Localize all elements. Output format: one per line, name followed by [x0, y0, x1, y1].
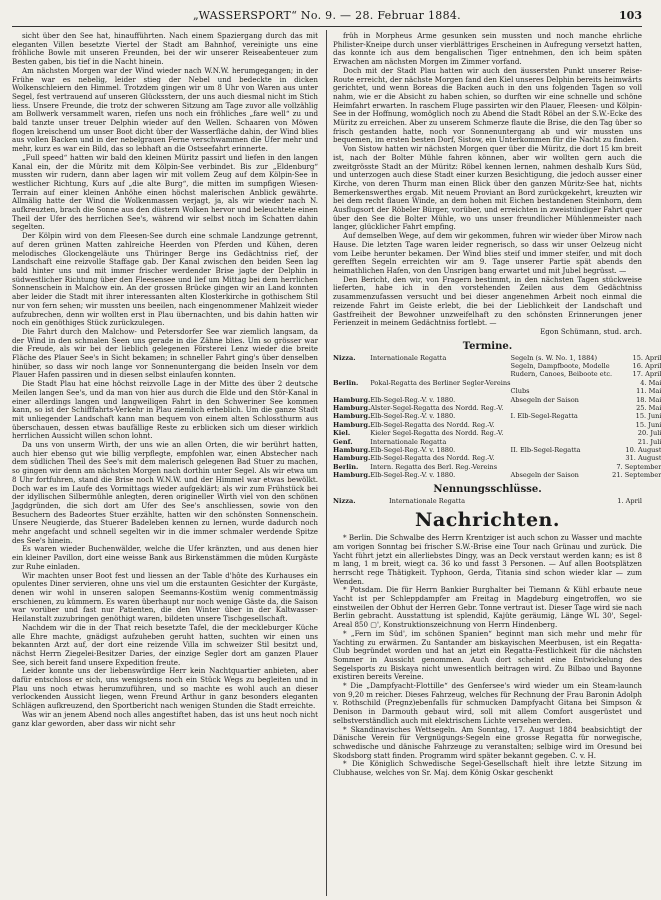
schedule-row	[333, 429, 661, 437]
schedule-event: Elb-Segel-Reg.-V. v. 1880.	[370, 471, 456, 480]
schedule-date: 15. Juni	[635, 420, 661, 429]
column-divider	[326, 30, 327, 896]
schedule-detail	[511, 429, 613, 437]
news-item: * „Fern im Süd', im schönen Spanien“ beginnt man sich mehr und mehr für Yachting zu erwärmen. Zu Santander am biskayischen Meerbusen, ist ein Regatta-Club begründet worden und hat an jetzt ein Regatta-Festlichkeit für die nächsten Sommer in Aussicht genommen. Auch dort scheint eine Entwickelung des Segelsports zu Biskaya nicht unwesentlich beitragen wird. Zu Bilbao und Bayonne existiren bereits Vereine.	[333, 628, 642, 682]
termine-table	[333, 354, 661, 480]
article-paragraph: Wir machten unser Boot fest und liessen an der Table d'hôte des Kurhauses ein opulentes Diner servieren, ohne uns viel um die erstaunten Gesichter der Kurgäste, denen wir wohl in unseren salopen Seemanns-Kostüm wenig commentmässig erschienen, zu kümmern. Es waren überhaupt nur noch wenige Gäste da, die Saison war vorüber und fast nur Patienten, die den Winter über in der Kaltwasser-Heilanstalt zuzubringen genöthigt waren, bildeten unsere Tischgesellschaft.	[12, 570, 318, 624]
schedule-event: Elb-Segel-Reg.-V. v. 1880.	[370, 395, 456, 404]
schedule-event	[370, 362, 510, 370]
schedule-place: Nizza.	[333, 353, 356, 362]
schedule-date: 15. April	[632, 353, 661, 362]
article-paragraph: Doch mit der Stadt Plau hatten wir auch den äussersten Punkt unserer Reise-Route erreicht, der nächste Morgen fand den Kiel unseres Delphin bereits heimwärts gerichtet, und wenn Boreas die Backen auch in den uns folgenden Tagen so voll nahm, wie er die Absicht zu haben schien, so durften wir eine schnelle und schöne Heimfahrt erwarten. In raschem Fluge passirten wir den Plauer, Fleesen- und Kölpin-See in der Hoffnung, womöglich noch zu Abend die Stadt Röbel an der S.W.-Ecke des Müritz zu erreichen. Aber zu unserem Schmerze flaute die Brise, die den Tag über so frisch gestanden hatte, noch vor Sonnenuntergang ab und wir mussten uns bequemen, im ersten besten Dorf, Sistow, ein Unterkommen für die Nacht zu finden.	[333, 65, 642, 145]
schedule-event: Alster-Segel-Regatta des Nordd. Reg.-V.	[370, 404, 504, 413]
schedule-place: Genf.	[333, 437, 353, 446]
schedule-date: 21. Juli	[637, 437, 661, 446]
schedule-event: Internationale Regatta	[370, 353, 447, 362]
schedule-event: Elb-Segel-Regatta des Nordd. Reg.-V.	[370, 454, 495, 463]
schedule-date: 1. April	[617, 496, 642, 505]
schedule-place: Hamburg.	[333, 446, 371, 455]
schedule-place: Hamburg.	[333, 420, 371, 429]
schedule-place: Hamburg.	[333, 454, 371, 463]
news-item: * Berlin. Die Schwalbe des Herrn Krentziger ist auch schon zu Wasser und machte am vorigen Sonntag bei frischer S.W.-Brise eine Tour nach Grünau und zurück. Die Yacht führt jetzt ein allerliebstes Dingy, was an Deck verstaut werden kann; es ist 8 m lang, 1 m breit, wiegt ca. 36 ko und fasst 3 Personen. — Auf allen Bootsplätzen herrscht rege Thätigkeit. Typhoon, Gerda, Titania sind schon wieder klar — zum Wenden.	[333, 533, 642, 586]
schedule-detail: Rudern, Canoes, Beiboote etc.	[510, 370, 613, 379]
schedule-place: Hamburg.	[333, 471, 371, 480]
schedule-event: Pokal-Regatta des Berliner Segler-Vereins	[370, 378, 511, 387]
schedule-place: Nizza.	[333, 496, 356, 505]
news-item: * Potsdam. Die für Herrn Bankier Burghalter bei Tiemann & Kühl erbaute neue Yacht ist per Schleppdampfer am Freitag in Magdeburg eingetroffen, wo sie einstweilen der Obhut der Herren Gebr. Tonne vertraut ist. Dieser Tage wird sie nach Berlin gebracht. Ausstattung ist splendid, Kajüte geräumig, Länge WL 30', Segel-Areal 850 ▢', Konstruktionszeichnung von Herrn Hindenberg.	[333, 585, 642, 630]
news-item: * Skandinavisches Wettsegeln. Am Sonntag, 17. August 1884 beabsichtigt der Dänische Verein für Vergnügungs-Segeln eine grosse Regatta für norwegische, schwedische und dänische Fahrzeuge zu veranstalten; selbige wird im Oresund bei Skodsborg statt finden. Programm wird später bekannt gegeben. C. v. H.	[333, 724, 642, 760]
header-rule	[12, 26, 642, 27]
page-header	[12, 8, 642, 24]
article-paragraph: Nachdem wir die in der That reich besetzte Tafel, die der meckleburger Küche alle Ehre machte, gnädigst aufzuheben geruht hatten, suchten wir einen uns bekannten Arzt auf, der dort eine reizende Villa im schweizer Stil besitzt und, nächst Herrn Ziegelei-Besitzer Daries, der einzige Segler dort am ganzen Plauer See, sich bereit fand unsere Expedition freute.	[12, 622, 318, 667]
schedule-detail	[511, 463, 613, 471]
article-paragraph: Der Kölpin wird von dem Fleesen-See durch eine schmale Landzunge getrennt, auf deren grünen Matten zahlreiche Heerden von Pferden und Kühen, deren melodisches Glockengeläute uns Thüringer Berge ins Gedächtniss rief, der Landschaft eine reizvolle Staffage gab. Der Kanal zwischen den beiden Seen lag bald hinter uns und mit immer frischer werdender Brise jagte der Delphin in südwestlicher Richtung über den Fleesensee und lief um Mittag bei dem herrlichen Sonnenschein in Malchow ein. An der grossen Brücke gingen wir an Land konnten aber leider die Stadt mit ihrer interessanten alten Klosterkirche in gothischem Stil nur von fern sehen; wir mussten uns beeilen, nach eingenommener Mahlzeit wieder aufzubrechen, denn wir wollten erst in Plau übernachten, und bis dahin hatten wir noch ein genöthiges Stück zurückzulegen.	[12, 231, 318, 328]
schedule-date: 17. April	[632, 370, 661, 379]
schedule-date: 15. Juni	[635, 412, 661, 421]
schedule-place	[333, 370, 370, 378]
article-paragraph: Da uns von unserm Wirth, der uns wie an allen Orten, die wir berührt hatten, auch hier ebenso gut wie billig verpflegte, empfohlen war, einen Abstecher nach dem südlichen Theil des See's mit dem malerisch gelegenen Bad Stuer zu machen, so gingen wir denn am nächsten Morgen nach dorthin unter Segel. Als wir etwa um 8 Uhr fortfuhren, stand die Brise noch W.N.W. und der Himmel war etwas bewölkt. Doch war es im Laufe des Vormittags wieder aufgeklärt; als wir zum Frühstück bei der idyllischen Silbermühle anlegten, deren origineller Wirth viel von den schönen Jagdgründen, die sich dort am Ufer des See's anschliessen, sowie von den Besuchern des Badeortes Stuer erzählte, hatten wir den schönsten Sonnenschein. Unsere Neugierde, das Stuerer Badeleben kennen zu lernen, wurde dadurch noch mehr angefacht und schnell segelten wir in die immer schmaler werdende Spitze des See's hinein.	[12, 440, 318, 545]
schedule-row	[333, 497, 642, 505]
schedule-place	[333, 387, 370, 395]
schedule-date: 25. Mai	[636, 404, 661, 413]
nennungsschluesse-table	[333, 497, 642, 505]
schedule-detail	[511, 438, 613, 446]
article-paragraph: Die Stadt Plau hat eine höchst reizvolle Lage in der Mitte des über 2 deutsche Meilen langen See's, und da man von hier aus durch die Elde und den Stör-Kanal in einer allerdings langen und langweiligen Fahrt in den Schweriner See kommen kann, so ist der Schifffahrts-Verkehr in Plau ziemlich erheblich. Um die ganze Stadt mit unliegender Landschaft kann man bequem von einem alten Schlossthurm aus überschauen, dessen etwas baufällige Reste zu erblicken sich um dieser wirklich herrlichen Aussicht willen schon lohnt.	[12, 379, 318, 441]
schedule-place: Hamburg.	[333, 412, 371, 421]
schedule-row	[333, 446, 661, 454]
schedule-detail: Absegeln der Saison	[510, 471, 579, 480]
article-paragraph: Leider konnte uns der liebenswürdige Herr kein Nachtquartier anbieten, aber dafür entschloss er sich, uns wenigstens noch ein Stück Wegs zu begleiten und in Plau uns noch etwas herumzuführen, und so machte es wohl auch an dieser verlockenden Aussicht liegen, wenn Freund Arthur in ganz besonders eleganten Schlägen aufkreuzend, den Sportbericht nach wenigen Stunden die Stadt erreichte.	[12, 666, 318, 711]
schedule-row	[333, 396, 661, 404]
schedule-row	[333, 379, 661, 387]
schedule-place: Hamburg.	[333, 404, 371, 413]
news-item: * Die Königlich Schwedische Segel-Gesellschaft hielt ihre letzte Sitzung im Clubhause, welches von Sr. Maj. dem König Oskar geschenkt	[333, 759, 642, 778]
article-paragraph: Den Bericht, den wir, von Fragern bestimmt, in den nächsten Tagen stückweise lieferten, habe ich in den vorstehenden Zeilen aus dem Gedächtniss zusammenzufassen versucht und bei dieser angenehmen Arbeit noch einmal die reizende Fahrt im Geiste erlebt, die bei der Lieblichkeit der Landschaft und Gastfreiheit der Bewohner unzweifelhaft zu den schönsten Erinnerungen jener Ferienzeit in meinem Gedächtniss fortlebt. —	[333, 274, 642, 328]
schedule-event	[370, 370, 510, 378]
schedule-row	[333, 421, 661, 429]
schedule-date: 4. Mai	[640, 378, 661, 387]
schedule-detail	[511, 379, 613, 387]
schedule-place: Berlin.	[333, 378, 359, 387]
termine-heading: Termine.	[462, 340, 513, 352]
schedule-row	[333, 404, 661, 412]
news-item: * Die „Dampfyacht-Flottille“ des Genfersee's wird wieder um ein Steam-launch von 9,20 m reicher. Dieses Fahrzeug, welches für Rechnung der Frau Baronin Adolph v. Rothschild (Pregnz)ebenfalls für schmucken Dampfyacht Gitana bei Simpson & Denison in Darmouth gebaut wird, soll mit allem Comfort ausgerüstet und selbstverständlich auch mit elektrischem Lichte versehen werden.	[333, 681, 642, 725]
schedule-place	[333, 362, 370, 370]
article-paragraph: „Full speed“ hatten wir bald den kleinen Müritz passirt und liefen in den langen Kanal ein, der die Müritz mit dem Kölpin-See verbindet. Bis zur „Eldenburg“ mussten wir rudern, dann aber lagen wir mit vollem Zeug auf dem Kölpin-See in westlicher Richtung, Kurs auf „die alte Burg“, die mitten im sumpfigen Wiesen-Terrain auf einer kleinen Anhöhe einen höchst malerischen Anblick gewährte. Allmälig hatte der Wind die Wolkenmassen verjagt, ja, als wir wieder nach N. aufkreuzten, brach die Sonne aus den düstern Wolken hervor und beleuchtete einen Theil der Ufer des herrlichen See's, während wir selbst noch im Schatten dahin segelten.	[12, 152, 318, 232]
article-paragraph: Von Sistow hatten wir nächsten Morgen quer über die Müritz, die dort 15 km breit ist, nach der Bolter Mühle fahren können, aber wir wollten gern auch die zweitgrösste Stadt an der Müritz: Röbel kennen lernen, nahmen deshalb Kurs Süd, und unterzogen auch diese Stadt einer kurzen Besichtigung, die jedoch ausser einer Kirche, von deren Thurm man einen Blick über den ganzen Müritz-See hat, nichts Bemerkenswerthes ergab. Mit neuem Proviant an Bord zurückgekehrt, kreuzten wir bei dem recht flauen Winde, an dem hohen mit Eichen bestandenen Steinhorn, dem Ausflugsort der Röbeler Bürger, vorüber, und erreichten in zweistündiger Fahrt quer über den See die Bolter Mühle, wo uns unser freundlicher Mühlenmeister nach langer, glücklicher Fahrt empfing.	[333, 144, 642, 232]
article-paragraph: sicht über den See hat, hinaufführten. Nach einem Spaziergang durch das mit eleganten Villen besetzte Viertel der Stadt am Bahnhof, vereinigte uns eine fröhliche Bowle mit unseren Freunden, bei der wir unserer Reiseabenteuer zum Besten gaben, bis tief in die Nacht hinein.	[12, 31, 318, 67]
schedule-detail: II. Elb-Segel-Regatta	[510, 446, 581, 455]
schedule-date: 10. August	[625, 446, 661, 455]
schedule-date: 21. September	[612, 471, 661, 480]
schedule-detail: I. Elb-Segel-Regatta	[510, 412, 578, 421]
schedule-row	[333, 454, 661, 462]
schedule-detail	[511, 421, 613, 429]
schedule-place: Berlin.	[333, 462, 359, 471]
schedule-row	[333, 438, 661, 446]
schedule-row	[333, 412, 661, 420]
schedule-date: 7. September	[616, 462, 661, 471]
schedule-event	[370, 387, 510, 395]
nachrichten-heading: Nachrichten.	[415, 509, 560, 532]
schedule-detail: Segeln, Dampfboote, Modelle	[510, 362, 610, 371]
schedule-row	[333, 463, 661, 471]
running-title: „WASSERSPORT“ No. 9. — 28. Februar 1884.	[193, 9, 461, 22]
nennungsschluesse-heading: Nennungsschlüsse.	[433, 483, 542, 495]
schedule-row	[333, 387, 661, 395]
article-paragraph: Was wir an jenem Abend noch alles angestiftet haben, das ist uns heut noch nicht ganz klar geworden, aber dass wir nicht sehr	[12, 709, 318, 728]
schedule-event: Internationale Regatta	[389, 496, 465, 505]
schedule-detail	[511, 454, 613, 462]
schedule-event: Intern. Regatta des Berl. Reg.-Vereins	[370, 462, 498, 471]
article-paragraph: Auf demselben Wege, auf dem wir gekommen, fuhren wir wieder über Mirow nach Hause. Die letzten Tage waren leider regnerisch, so dass wir unser Oelzeug nicht vom Leibe herunter bekamen. Der Wind blies steif und immer steifer, und mit doch gerefften Segeln erreichten wir am 9. Tage unserer Partie spät abends den heimathlichen Hafen, von den Unsrigen bang erwartet und mit Jubel begrüsst. —	[333, 231, 642, 275]
schedule-event: Elb-Segel-Reg.-V. v. 1880.	[370, 412, 456, 421]
left-column	[12, 32, 318, 896]
right-column	[333, 31, 661, 896]
schedule-detail: Absegeln der Saison	[510, 395, 579, 404]
schedule-date: 18. Mai	[636, 395, 661, 404]
schedule-date: 31. August	[625, 454, 661, 463]
author-signoff: Egon Schümann, stud. arch.	[540, 326, 642, 336]
article-paragraph: Es waren wieder Buchenwälder, welche die Ufer kränzten, und aus denen hier ein kleiner Pavillon, dort eine weisse Bank aus Birkenstämmen die müden Kurgäste zur Ruhe einladen.	[12, 544, 318, 571]
schedule-detail: Segeln (s. W. No. 1, 1884)	[510, 353, 598, 362]
schedule-event: Elb-Segel-Reg.-V. v. 1880.	[370, 446, 456, 455]
page-number: 103	[619, 9, 642, 22]
schedule-date: 11. Mai	[636, 387, 661, 396]
schedule-event: Elb-Segel-Regatta des Nordd. Reg.-V.	[370, 420, 495, 429]
schedule-row	[333, 354, 661, 362]
article-paragraph: Am nächsten Morgen war der Wind wieder nach W.N.W. herumgegangen; in der Frühe war es nebelig, leider stieg der Nebel und bedeckte in dicken Wolkenschleiern den Himmel. Trotzdem gingen wir um 8 Uhr von Waren aus unter Segel, fest vertrauend auf unseren Glücksstern, der uns auch diesmal nicht im Stich liess. Unsere Freunde, die trotz der schweren Sitzung am Tage zuvor alle vollzählig am Bollwerk versammelt waren, riefen uns noch ein fröhliches „fare well“ zu und bald tanzte unser treuer Delphin wieder auf den Wellen. Schaaren von Möwen flogen kreischend um unser Boot dicht über der Wasserfläche dahin, der Wind blies aus vollen Backen und in der nebelgrauen Ferne verschwammen die Ufer mehr und mehr, kurz es war ein Bild, das so lebhaft an die Ostseefahrt erinnerte.	[12, 65, 318, 154]
schedule-date: 16. April	[632, 362, 661, 371]
schedule-place: Hamburg.	[333, 395, 371, 404]
schedule-row	[333, 471, 661, 479]
schedule-place: Kiel.	[333, 429, 351, 438]
schedule-row	[333, 370, 661, 378]
schedule-date: 20. Juli	[637, 429, 661, 438]
article-paragraph: früh in Morpheus Arme gesunken sein mussten und noch manche ehrliche Philister-Kneipe durch unser vierblättriges Erscheinen in Aufregung versetzt hatten, das konnte ich aus dem bengalischen Tiger entnehmen, den ich beim späten Erwachen am nächsten Morgen im Zimmer vorfand.	[333, 31, 642, 67]
schedule-event: Internationale Regatta	[370, 437, 447, 446]
schedule-event: Kieler Segel-Regatta des Nordd. Reg.-V.	[370, 429, 504, 438]
schedule-detail	[511, 404, 613, 412]
schedule-detail: Clubs	[510, 387, 530, 396]
article-paragraph: Die Fahrt durch den Malchow- und Petersdorfer See war ziemlich langsam, da der Wind in den schmalen Seen uns gerade in die Zähne blies. Um so grösser war die Freude, als wir bei der lieblich gelegenen Försterei Lenz wieder die breite Fläche des Plauer See's in Sicht bekamen; in schneller Fahrt ging's über denselben hinüber, so dass wir noch lange vor Sonnenuntergang die beiden Inseln vor dem Plauer Hafen passiren und in diesen selbst einlaufen konnten.	[12, 326, 318, 380]
schedule-row	[333, 362, 661, 370]
